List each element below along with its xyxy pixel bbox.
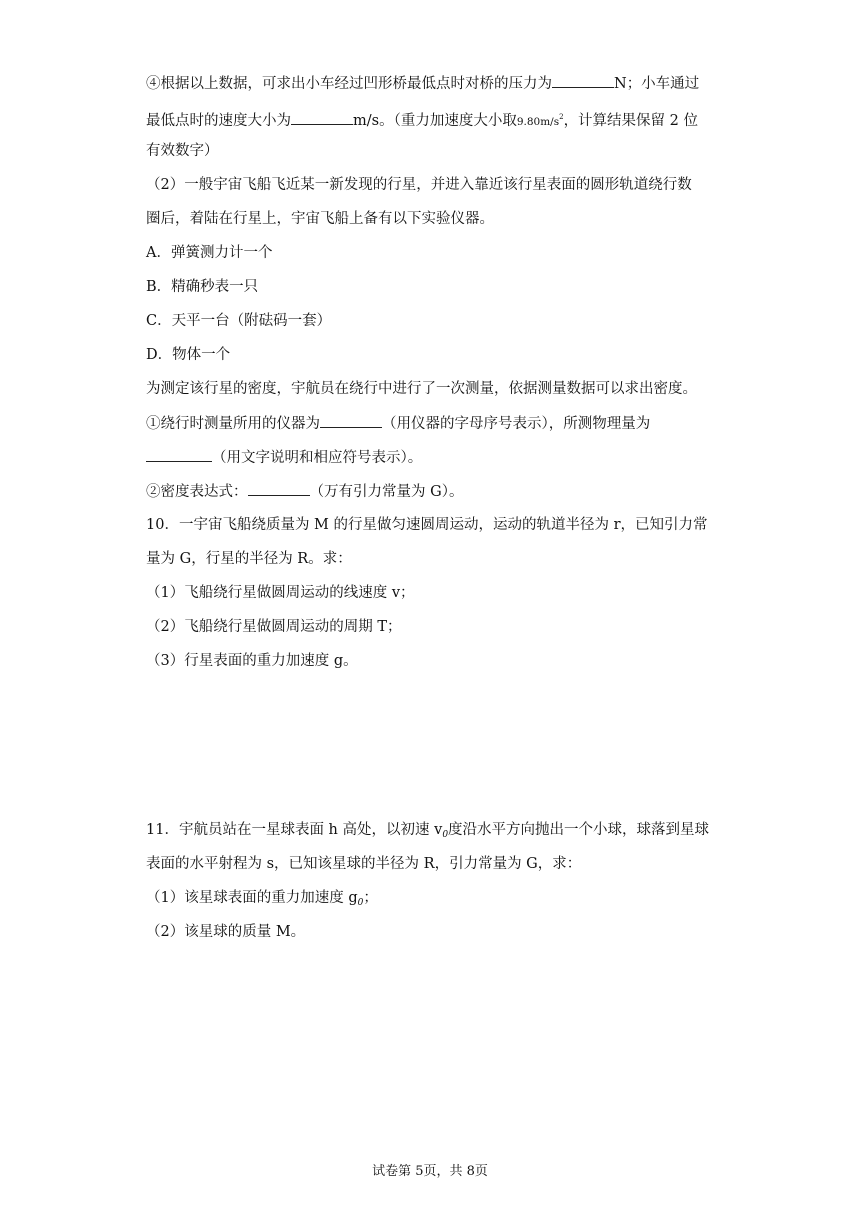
- sub1-text-cont: （用仪器的字母序号表示），所测物理量为: [382, 416, 651, 432]
- q9-item4-line3: [146, 141, 219, 161]
- q11-stem: 11．宇航员站在一星球表面 h 高处，以初速 v: [146, 822, 443, 838]
- q11-part2-text: （2）该星球的质量 M。: [146, 924, 306, 940]
- g-exponent: 2: [559, 113, 564, 121]
- q10-part1-text: （1）飞船绕行星做圆周运动的线速度 v；: [146, 585, 415, 601]
- sub2-text: ②密度表达式：: [146, 484, 248, 500]
- option-a: [146, 243, 272, 263]
- page-footer: 试卷第 5页，共 8页: [372, 1164, 488, 1179]
- q9-part2-intro-line1: [146, 175, 692, 195]
- option-b-text: B．精确秒表一只: [146, 279, 259, 295]
- v0-subscript: 0: [442, 830, 449, 840]
- q10-stem-line2: [146, 549, 352, 569]
- q10-stem: 10．一宇宙飞船绕质量为 M 的行星做匀速圆周运动，运动的轨道半径为 r，已知引力常: [146, 517, 708, 533]
- q9-item4-sigfig: 有效数字）: [146, 143, 219, 159]
- q11-part1-text: （1）该星球表面的重力加速度 g: [146, 890, 358, 906]
- q11-stem-line2: [146, 854, 581, 874]
- answer-blank-instrument[interactable]: [320, 413, 382, 428]
- q9-part2-intro: （2）一般宇宙飞船飞近某一新发现的行星，并进入靠近该行星表面的圆形轨道绕行数: [146, 177, 692, 193]
- q9-item4-unit-ms: m/s。（重力加速度大小取: [353, 113, 517, 129]
- q10-part1: [146, 583, 415, 603]
- option-d-text: D．物体一个: [146, 347, 231, 363]
- q10-stem-line1: [146, 515, 708, 535]
- q9-part2-intro-cont: 圈后，着陆在行星上，宇宙飞船上备有以下实验仪器。: [146, 211, 494, 227]
- q11-stem-line1: [146, 820, 709, 845]
- q9-item4-text: ④根据以上数据，可求出小车经过凹形桥最低点时对桥的压力为: [146, 76, 552, 92]
- answer-blank-quantity[interactable]: [146, 447, 212, 462]
- q11-part2: [146, 922, 305, 942]
- q9-item4-line1: [146, 73, 699, 94]
- answer-blank-density[interactable]: [248, 481, 310, 496]
- g0-subscript: 0: [357, 898, 364, 908]
- option-a-text: A．弹簧测力计一个: [146, 245, 273, 261]
- option-b: [146, 277, 258, 297]
- q11-part1: [146, 888, 378, 913]
- q9-sub1-line1: [146, 413, 650, 434]
- q9-item4-speed-text: 最低点时的速度大小为: [146, 113, 291, 129]
- q9-part2-statement: [146, 379, 697, 399]
- q9-item4-unit-n: N；小车通过: [614, 76, 700, 92]
- sub1-text: ①绕行时测量所用的仪器为: [146, 416, 320, 432]
- sub1-note: （用文字说明和相应符号表示）。: [212, 450, 423, 466]
- option-c: [146, 311, 331, 331]
- q9-sub1-line2: [146, 447, 422, 468]
- q9-item4-precision: ，计算结果保留 2 位: [563, 113, 699, 129]
- q10-stem-cont: 量为 G，行星的半径为 R。求：: [146, 551, 352, 567]
- g-value: 9.80m/s: [516, 116, 560, 128]
- sub2-note: （万有引力常量为 G）。: [309, 484, 464, 500]
- q10-part2-text: （2）飞船绕行星做圆周运动的周期 T；: [146, 619, 402, 635]
- q11-stem-cont: 度沿水平方向抛出一个小球，球落到星球: [448, 822, 710, 838]
- option-c-text: C．天平一台（附砝码一套）: [146, 313, 332, 329]
- q11-stem-cont2: 表面的水平射程为 s，已知该星球的半径为 R，引力常量为 G，求：: [146, 856, 582, 872]
- option-d: [146, 345, 230, 365]
- q11-part1-end: ；: [363, 890, 378, 906]
- answer-blank-force[interactable]: [552, 73, 614, 88]
- q9-part2-intro-line2: [146, 209, 494, 229]
- q10-part2: [146, 617, 402, 637]
- q9-sub2: [146, 481, 463, 502]
- q9-item4-line2: [146, 107, 698, 132]
- q10-part3: [146, 651, 358, 671]
- statement-text: 为测定该行星的密度，宇航员在绕行中进行了一次测量，依据测量数据可以求出密度。: [146, 381, 697, 397]
- q10-part3-text: （3）行星表面的重力加速度 g。: [146, 653, 358, 669]
- answer-blank-speed[interactable]: [291, 110, 353, 125]
